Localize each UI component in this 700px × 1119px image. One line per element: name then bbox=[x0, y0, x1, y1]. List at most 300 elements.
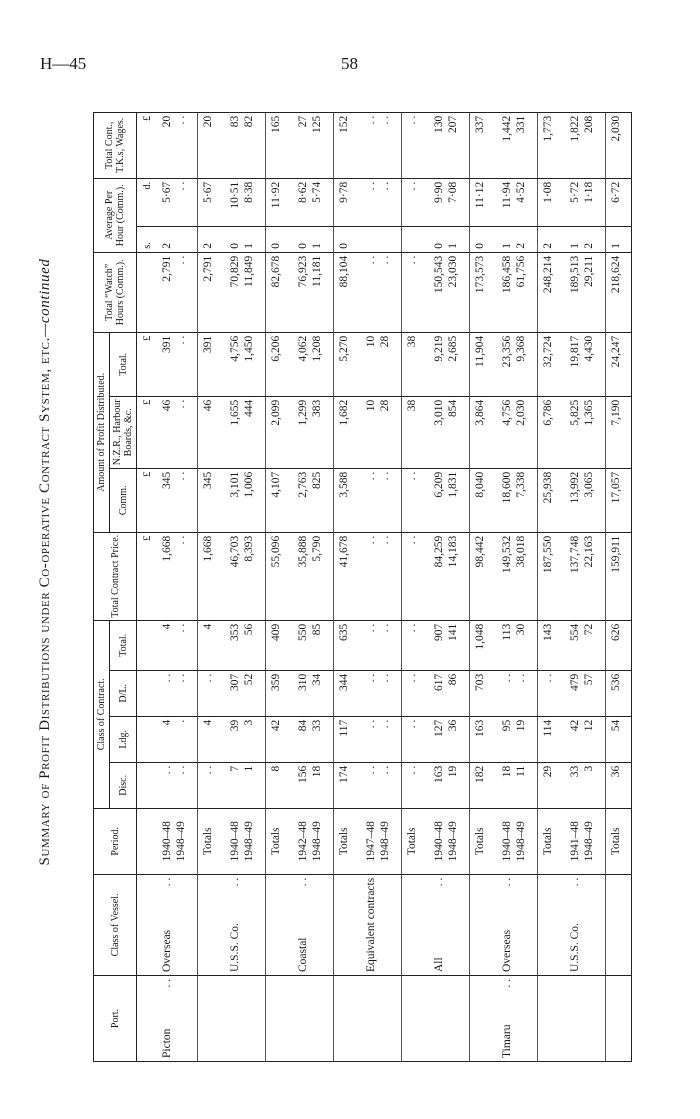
comm-value: 3,101 bbox=[229, 471, 241, 498]
cell-port bbox=[563, 976, 606, 1062]
period-value: 1940–48 bbox=[229, 821, 241, 862]
total-value: 4 bbox=[161, 623, 173, 630]
col-class-of-contract: Class of Contract. bbox=[94, 620, 110, 808]
avg-d-value: 11·94 bbox=[501, 181, 513, 209]
cell-cont bbox=[198, 112, 224, 178]
table-row bbox=[563, 112, 606, 1061]
ldg-value: 33 bbox=[311, 719, 323, 732]
cell-period bbox=[266, 808, 292, 874]
cell-nzr bbox=[266, 396, 292, 468]
price-value: 35,888 bbox=[297, 535, 309, 568]
profit-distribution-table bbox=[93, 112, 632, 1062]
cont-value: . . bbox=[406, 115, 418, 125]
avg-d-value: 5·74 bbox=[311, 181, 323, 203]
ptotal-value: 19,817 bbox=[569, 335, 581, 368]
avg-s-value: 0 bbox=[433, 243, 445, 249]
cell-dl bbox=[606, 670, 632, 716]
ldg-value: 114 bbox=[542, 719, 554, 737]
price-value: 137,748 bbox=[569, 535, 581, 574]
leader-dots: . . bbox=[161, 979, 173, 988]
total-value: 550 bbox=[297, 623, 309, 642]
port-name: Picton bbox=[161, 1028, 173, 1058]
ptotal-value: 4,062 bbox=[297, 335, 309, 362]
cell-class-of-vessel bbox=[470, 874, 496, 975]
cell-period bbox=[223, 808, 266, 874]
cell-cont bbox=[402, 112, 428, 178]
ptotal-value: 23,356 bbox=[501, 335, 513, 368]
period-value: 1948–49 bbox=[243, 821, 255, 862]
hours-value: 173,573 bbox=[474, 255, 486, 294]
dl-value: . . bbox=[501, 673, 513, 683]
unit-pound: £ bbox=[137, 532, 156, 620]
disc-value: 36 bbox=[610, 765, 622, 778]
avg-s-value: 2 bbox=[583, 243, 595, 249]
cell-ldg bbox=[266, 716, 292, 762]
cell-ldg bbox=[198, 716, 224, 762]
cell-cont bbox=[223, 112, 266, 178]
cell-ldg bbox=[223, 716, 266, 762]
col-nzr: N.Z.R., Harbour Boards, &c. bbox=[110, 396, 137, 468]
cell-cont bbox=[155, 112, 198, 178]
cell-class-of-vessel bbox=[334, 874, 360, 975]
cell-disc bbox=[495, 762, 538, 808]
cell-nzr bbox=[470, 396, 496, 468]
cell-disc bbox=[402, 762, 428, 808]
dl-value: . . bbox=[202, 673, 214, 683]
cell-period bbox=[427, 808, 470, 874]
hours-value: 88,104 bbox=[338, 255, 350, 288]
cell-comm bbox=[266, 468, 292, 532]
cont-value: 27 bbox=[297, 115, 309, 128]
cell-ldg bbox=[359, 716, 402, 762]
cont-value: 130 bbox=[433, 115, 445, 134]
cell-cont bbox=[538, 112, 564, 178]
total-value: . . bbox=[365, 623, 377, 633]
totals-label: Totals bbox=[474, 827, 486, 856]
ptotal-value: 9,368 bbox=[515, 335, 527, 362]
cell-price bbox=[198, 532, 224, 620]
price-value: 38,018 bbox=[515, 535, 527, 568]
period-value: 1948–49 bbox=[515, 821, 527, 862]
dl-value: 536 bbox=[610, 673, 622, 692]
cell-ldg bbox=[334, 716, 360, 762]
avg-d-value: 11·92 bbox=[270, 181, 282, 209]
avg-d-value: 5·72 bbox=[569, 181, 581, 203]
nzr-value: 3,864 bbox=[474, 399, 486, 426]
table-totals-row bbox=[334, 112, 360, 1061]
ldg-value: 54 bbox=[610, 719, 622, 732]
table-row bbox=[495, 112, 538, 1061]
avg-s-value: 1 bbox=[610, 243, 622, 249]
dl-value: . . bbox=[161, 673, 173, 683]
period-value: 1941–48 bbox=[569, 821, 581, 862]
cont-value: 20 bbox=[202, 115, 214, 128]
nzr-value: 4,756 bbox=[501, 399, 513, 426]
avg-s-value: 2 bbox=[542, 243, 554, 249]
cell-disc bbox=[563, 762, 606, 808]
ldg-value: 42 bbox=[569, 719, 581, 732]
col-period: Period. bbox=[94, 808, 137, 874]
col-total-cont: Total Cont., T.K.s, Wages. bbox=[94, 112, 137, 178]
cell-ptotal bbox=[223, 332, 266, 396]
unit-shillings: s. bbox=[137, 226, 156, 252]
avg-s-value bbox=[405, 230, 419, 249]
cell-dl bbox=[470, 670, 496, 716]
table-totals-row bbox=[198, 112, 224, 1061]
cell-port bbox=[266, 976, 292, 1062]
avg-d-value: 4·52 bbox=[515, 181, 527, 203]
cell-total bbox=[606, 620, 632, 670]
cell-avg-s bbox=[538, 226, 564, 252]
total-value: 554 bbox=[569, 623, 581, 642]
cell-ptotal bbox=[606, 332, 632, 396]
avg-d-value: . . bbox=[365, 181, 377, 191]
cont-value: 20 bbox=[161, 115, 173, 128]
units-row bbox=[137, 112, 156, 1061]
cont-value: . . bbox=[365, 115, 377, 125]
cell-avg-s bbox=[266, 226, 292, 252]
cell-hours bbox=[198, 252, 224, 332]
avg-d-value: . . bbox=[406, 181, 418, 191]
price-value: 41,678 bbox=[338, 535, 350, 568]
cont-value: 152 bbox=[338, 115, 350, 134]
price-value: . . bbox=[175, 535, 187, 545]
table-totals-row bbox=[402, 112, 428, 1061]
cell-dl bbox=[291, 670, 334, 716]
total-value: . . bbox=[379, 623, 391, 633]
cell-class-of-vessel bbox=[223, 874, 266, 975]
price-value: 159,911 bbox=[610, 535, 622, 573]
cell-total bbox=[402, 620, 428, 670]
ptotal-value: 5,270 bbox=[338, 335, 350, 362]
cell-ldg bbox=[563, 716, 606, 762]
price-value: 46,703 bbox=[229, 535, 241, 568]
cell-total bbox=[470, 620, 496, 670]
disc-value: 7 bbox=[229, 765, 241, 772]
cell-port bbox=[538, 976, 564, 1062]
disc-value: 163 bbox=[433, 765, 445, 784]
nzr-value: 46 bbox=[202, 399, 214, 412]
cell-period bbox=[563, 808, 606, 874]
dl-value: 359 bbox=[270, 673, 282, 692]
cell-comm bbox=[538, 468, 564, 532]
cell-avg-d bbox=[334, 178, 360, 226]
cell-total bbox=[291, 620, 334, 670]
ldg-value: 4 bbox=[202, 719, 214, 726]
nzr-value: 38 bbox=[406, 399, 418, 412]
cont-value: . . bbox=[379, 115, 391, 125]
comm-value: . . bbox=[175, 471, 187, 481]
cell-dl bbox=[223, 670, 266, 716]
cell-cont bbox=[495, 112, 538, 178]
comm-value: . . bbox=[365, 471, 377, 481]
cell-period bbox=[538, 808, 564, 874]
cell-nzr bbox=[359, 396, 402, 468]
disc-value: . . bbox=[175, 765, 187, 775]
ptotal-value: . . bbox=[175, 335, 187, 345]
cell-avg-d bbox=[427, 178, 470, 226]
disc-value: 156 bbox=[297, 765, 309, 784]
hours-value: 23,030 bbox=[447, 255, 459, 288]
period-value: 1940–48 bbox=[433, 821, 445, 862]
cont-value: 1,822 bbox=[569, 115, 581, 142]
port-name: Timaru bbox=[501, 1024, 513, 1058]
cell-disc bbox=[427, 762, 470, 808]
hours-value: 186,458 bbox=[501, 255, 513, 294]
cont-value: . . bbox=[175, 115, 187, 125]
cell-nzr bbox=[155, 396, 198, 468]
vessel-name: Equivalent contracts bbox=[365, 877, 377, 972]
cell-hours bbox=[495, 252, 538, 332]
ptotal-value: 391 bbox=[161, 335, 173, 354]
col-profit-total: Total. bbox=[110, 332, 137, 396]
cell-port bbox=[402, 976, 428, 1062]
comm-value: 4,107 bbox=[270, 471, 282, 498]
cell-period bbox=[334, 808, 360, 874]
avg-s-value: 0 bbox=[229, 243, 241, 249]
col-dl: D/L. bbox=[110, 670, 137, 716]
nzr-value: 10 bbox=[365, 399, 377, 412]
avg-d-value: 5·67 bbox=[202, 181, 214, 203]
ptotal-value: 11,904 bbox=[474, 335, 486, 367]
leader-dots: . . bbox=[229, 877, 241, 887]
cell-class-of-vessel bbox=[538, 874, 564, 975]
cell-hours bbox=[606, 252, 632, 332]
unit-pence: d. bbox=[137, 178, 156, 226]
cell-comm bbox=[495, 468, 538, 532]
vessel-name: Overseas bbox=[161, 929, 173, 972]
cell-price bbox=[155, 532, 198, 620]
cell-avg-s bbox=[291, 226, 334, 252]
dl-value: . . bbox=[379, 673, 391, 683]
cont-value: 1,442 bbox=[501, 115, 513, 142]
nzr-value: 1,365 bbox=[583, 399, 595, 426]
cell-avg-d bbox=[402, 178, 428, 226]
price-value: . . bbox=[365, 535, 377, 545]
cell-comm bbox=[359, 468, 402, 532]
cell-class-of-vessel bbox=[606, 874, 632, 975]
cell-port bbox=[470, 976, 496, 1062]
cont-value: 331 bbox=[515, 115, 527, 134]
col-watch-hours: Total “Watch” Hours (Comm.). bbox=[94, 252, 137, 332]
col-disc: Disc. bbox=[110, 762, 137, 808]
ptotal-value: 9,219 bbox=[433, 335, 445, 362]
cell-nzr bbox=[402, 396, 428, 468]
price-value: . . bbox=[406, 535, 418, 545]
cell-ldg bbox=[495, 716, 538, 762]
cell-nzr bbox=[495, 396, 538, 468]
avg-s-value: 2 bbox=[515, 243, 527, 249]
totals-label: Totals bbox=[610, 827, 622, 856]
cell-ptotal bbox=[334, 332, 360, 396]
cell-avg-s bbox=[359, 226, 402, 252]
cell-avg-d bbox=[198, 178, 224, 226]
cell-cont bbox=[563, 112, 606, 178]
cell-disc bbox=[223, 762, 266, 808]
cell-disc bbox=[291, 762, 334, 808]
cell-comm bbox=[563, 468, 606, 532]
cell-avg-s bbox=[198, 226, 224, 252]
ldg-value: 95 bbox=[501, 719, 513, 732]
cell-comm bbox=[155, 468, 198, 532]
nzr-value: 1,655 bbox=[229, 399, 241, 426]
comm-value: . . bbox=[406, 471, 418, 481]
avg-s-value: 1 bbox=[501, 243, 513, 249]
hours-value: 70,829 bbox=[229, 255, 241, 288]
cell-ptotal bbox=[198, 332, 224, 396]
cell-dl bbox=[155, 670, 198, 716]
avg-d-value: 1·08 bbox=[542, 181, 554, 203]
cell-hours bbox=[334, 252, 360, 332]
ldg-value: 42 bbox=[270, 719, 282, 732]
ldg-value: . bbox=[175, 719, 187, 723]
cell-ptotal bbox=[402, 332, 428, 396]
table-totals-row bbox=[266, 112, 292, 1061]
cell-dl bbox=[359, 670, 402, 716]
nzr-value: 383 bbox=[311, 399, 323, 418]
table-totals-row bbox=[538, 112, 564, 1061]
cell-cont bbox=[291, 112, 334, 178]
hours-value: 189,513 bbox=[569, 255, 581, 294]
cell-price bbox=[470, 532, 496, 620]
cell-comm bbox=[606, 468, 632, 532]
total-value: 409 bbox=[270, 623, 282, 642]
cell-avg-s bbox=[495, 226, 538, 252]
dl-value: . . bbox=[542, 673, 554, 683]
period-value: 1940–48 bbox=[161, 821, 173, 862]
cell-ptotal bbox=[427, 332, 470, 396]
totals-label: Totals bbox=[338, 827, 350, 856]
cell-port bbox=[198, 976, 224, 1062]
comm-value: 7,338 bbox=[515, 471, 527, 498]
cell-avg-d bbox=[563, 178, 606, 226]
avg-s-value: 1 bbox=[569, 243, 581, 249]
cell-avg-s bbox=[427, 226, 470, 252]
comm-value: 18,600 bbox=[501, 471, 513, 504]
dl-value: . . bbox=[515, 673, 527, 683]
comm-value: 13,992 bbox=[569, 471, 581, 504]
unit-pound: £ bbox=[137, 468, 156, 532]
ldg-value: 84 bbox=[297, 719, 309, 732]
cell-avg-d bbox=[291, 178, 334, 226]
avg-s-value bbox=[378, 230, 392, 249]
cell-hours bbox=[402, 252, 428, 332]
cell-total bbox=[155, 620, 198, 670]
cell-class-of-vessel bbox=[359, 874, 402, 975]
leader-dots: . . bbox=[501, 877, 513, 887]
hours-value: . . bbox=[175, 255, 187, 265]
page-title bbox=[35, 62, 55, 1062]
nzr-value: 1,682 bbox=[338, 399, 350, 426]
cell-avg-d bbox=[495, 178, 538, 226]
cell-ldg bbox=[402, 716, 428, 762]
hours-value: 29,211 bbox=[583, 255, 595, 287]
period-value: 1948–49 bbox=[379, 821, 391, 862]
cell-period bbox=[402, 808, 428, 874]
cell-nzr bbox=[334, 396, 360, 468]
cell-comm bbox=[470, 468, 496, 532]
cell-nzr bbox=[606, 396, 632, 468]
total-value: 353 bbox=[229, 623, 241, 642]
cell-class-of-vessel bbox=[155, 874, 198, 975]
col-port: Port. bbox=[94, 976, 137, 1062]
cell-total bbox=[563, 620, 606, 670]
title-main: Summary of Profit Distributions under Co-operative Contract System, etc. bbox=[37, 337, 53, 866]
cell-port bbox=[223, 976, 266, 1062]
cell-avg-d bbox=[470, 178, 496, 226]
avg-s-value bbox=[364, 230, 378, 249]
cell-ptotal bbox=[538, 332, 564, 396]
period-value: 1942–48 bbox=[297, 821, 309, 862]
dl-value: 617 bbox=[433, 673, 445, 692]
col-comm: Comm. bbox=[110, 468, 137, 532]
ptotal-value: 4,756 bbox=[229, 335, 241, 362]
col-amount-of-profit: Amount of Profit Distributed. bbox=[94, 332, 110, 532]
ldg-value: 12 bbox=[583, 719, 595, 732]
cell-dl bbox=[538, 670, 564, 716]
cell-ldg bbox=[155, 716, 198, 762]
total-value: 113 bbox=[501, 623, 513, 641]
vessel-name: Coastal bbox=[297, 937, 309, 972]
ptotal-value: 1,450 bbox=[243, 335, 255, 362]
cell-disc bbox=[359, 762, 402, 808]
ldg-value: 4 bbox=[161, 719, 173, 726]
cell-hours bbox=[470, 252, 496, 332]
cell-avg-s bbox=[155, 226, 198, 252]
cell-dl bbox=[198, 670, 224, 716]
hours-value: 150,543 bbox=[433, 255, 445, 294]
cell-price bbox=[427, 532, 470, 620]
dl-value: 307 bbox=[229, 673, 241, 692]
nzr-value: 6,786 bbox=[542, 399, 554, 426]
cell-avg-d bbox=[606, 178, 632, 226]
ptotal-value: 1,208 bbox=[311, 335, 323, 362]
disc-value: 182 bbox=[474, 765, 486, 784]
dl-value: . . bbox=[406, 673, 418, 683]
total-value: 30 bbox=[515, 623, 527, 636]
price-value: 1,668 bbox=[202, 535, 214, 562]
period-value: 1948–49 bbox=[583, 821, 595, 862]
cell-nzr bbox=[223, 396, 266, 468]
unit-pound: £ bbox=[137, 332, 156, 396]
disc-value: 18 bbox=[501, 765, 513, 778]
leader-dots: . . bbox=[501, 979, 513, 988]
ptotal-value: 6,206 bbox=[270, 335, 282, 362]
cont-value: 125 bbox=[311, 115, 323, 134]
cell-comm bbox=[223, 468, 266, 532]
cell-cont bbox=[334, 112, 360, 178]
cell-hours bbox=[359, 252, 402, 332]
ptotal-value: 391 bbox=[202, 335, 214, 354]
cell-cont bbox=[470, 112, 496, 178]
dl-value: . . bbox=[175, 673, 187, 683]
cell-period bbox=[606, 808, 632, 874]
avg-d-value: 1·18 bbox=[583, 181, 595, 203]
dl-value: 57 bbox=[583, 673, 595, 686]
cell-avg-d bbox=[266, 178, 292, 226]
leader-dots: . . bbox=[161, 877, 173, 887]
nzr-value: 2,030 bbox=[515, 399, 527, 426]
page-number: 58 bbox=[341, 54, 358, 73]
ptotal-value: 4,430 bbox=[583, 335, 595, 362]
avg-d-value: . . bbox=[379, 181, 391, 191]
cell-dl bbox=[266, 670, 292, 716]
hours-value: 61,756 bbox=[515, 255, 527, 288]
dl-value: 703 bbox=[474, 673, 486, 692]
rotated-table-page bbox=[35, 60, 675, 1062]
cell-comm bbox=[334, 468, 360, 532]
cell-comm bbox=[198, 468, 224, 532]
